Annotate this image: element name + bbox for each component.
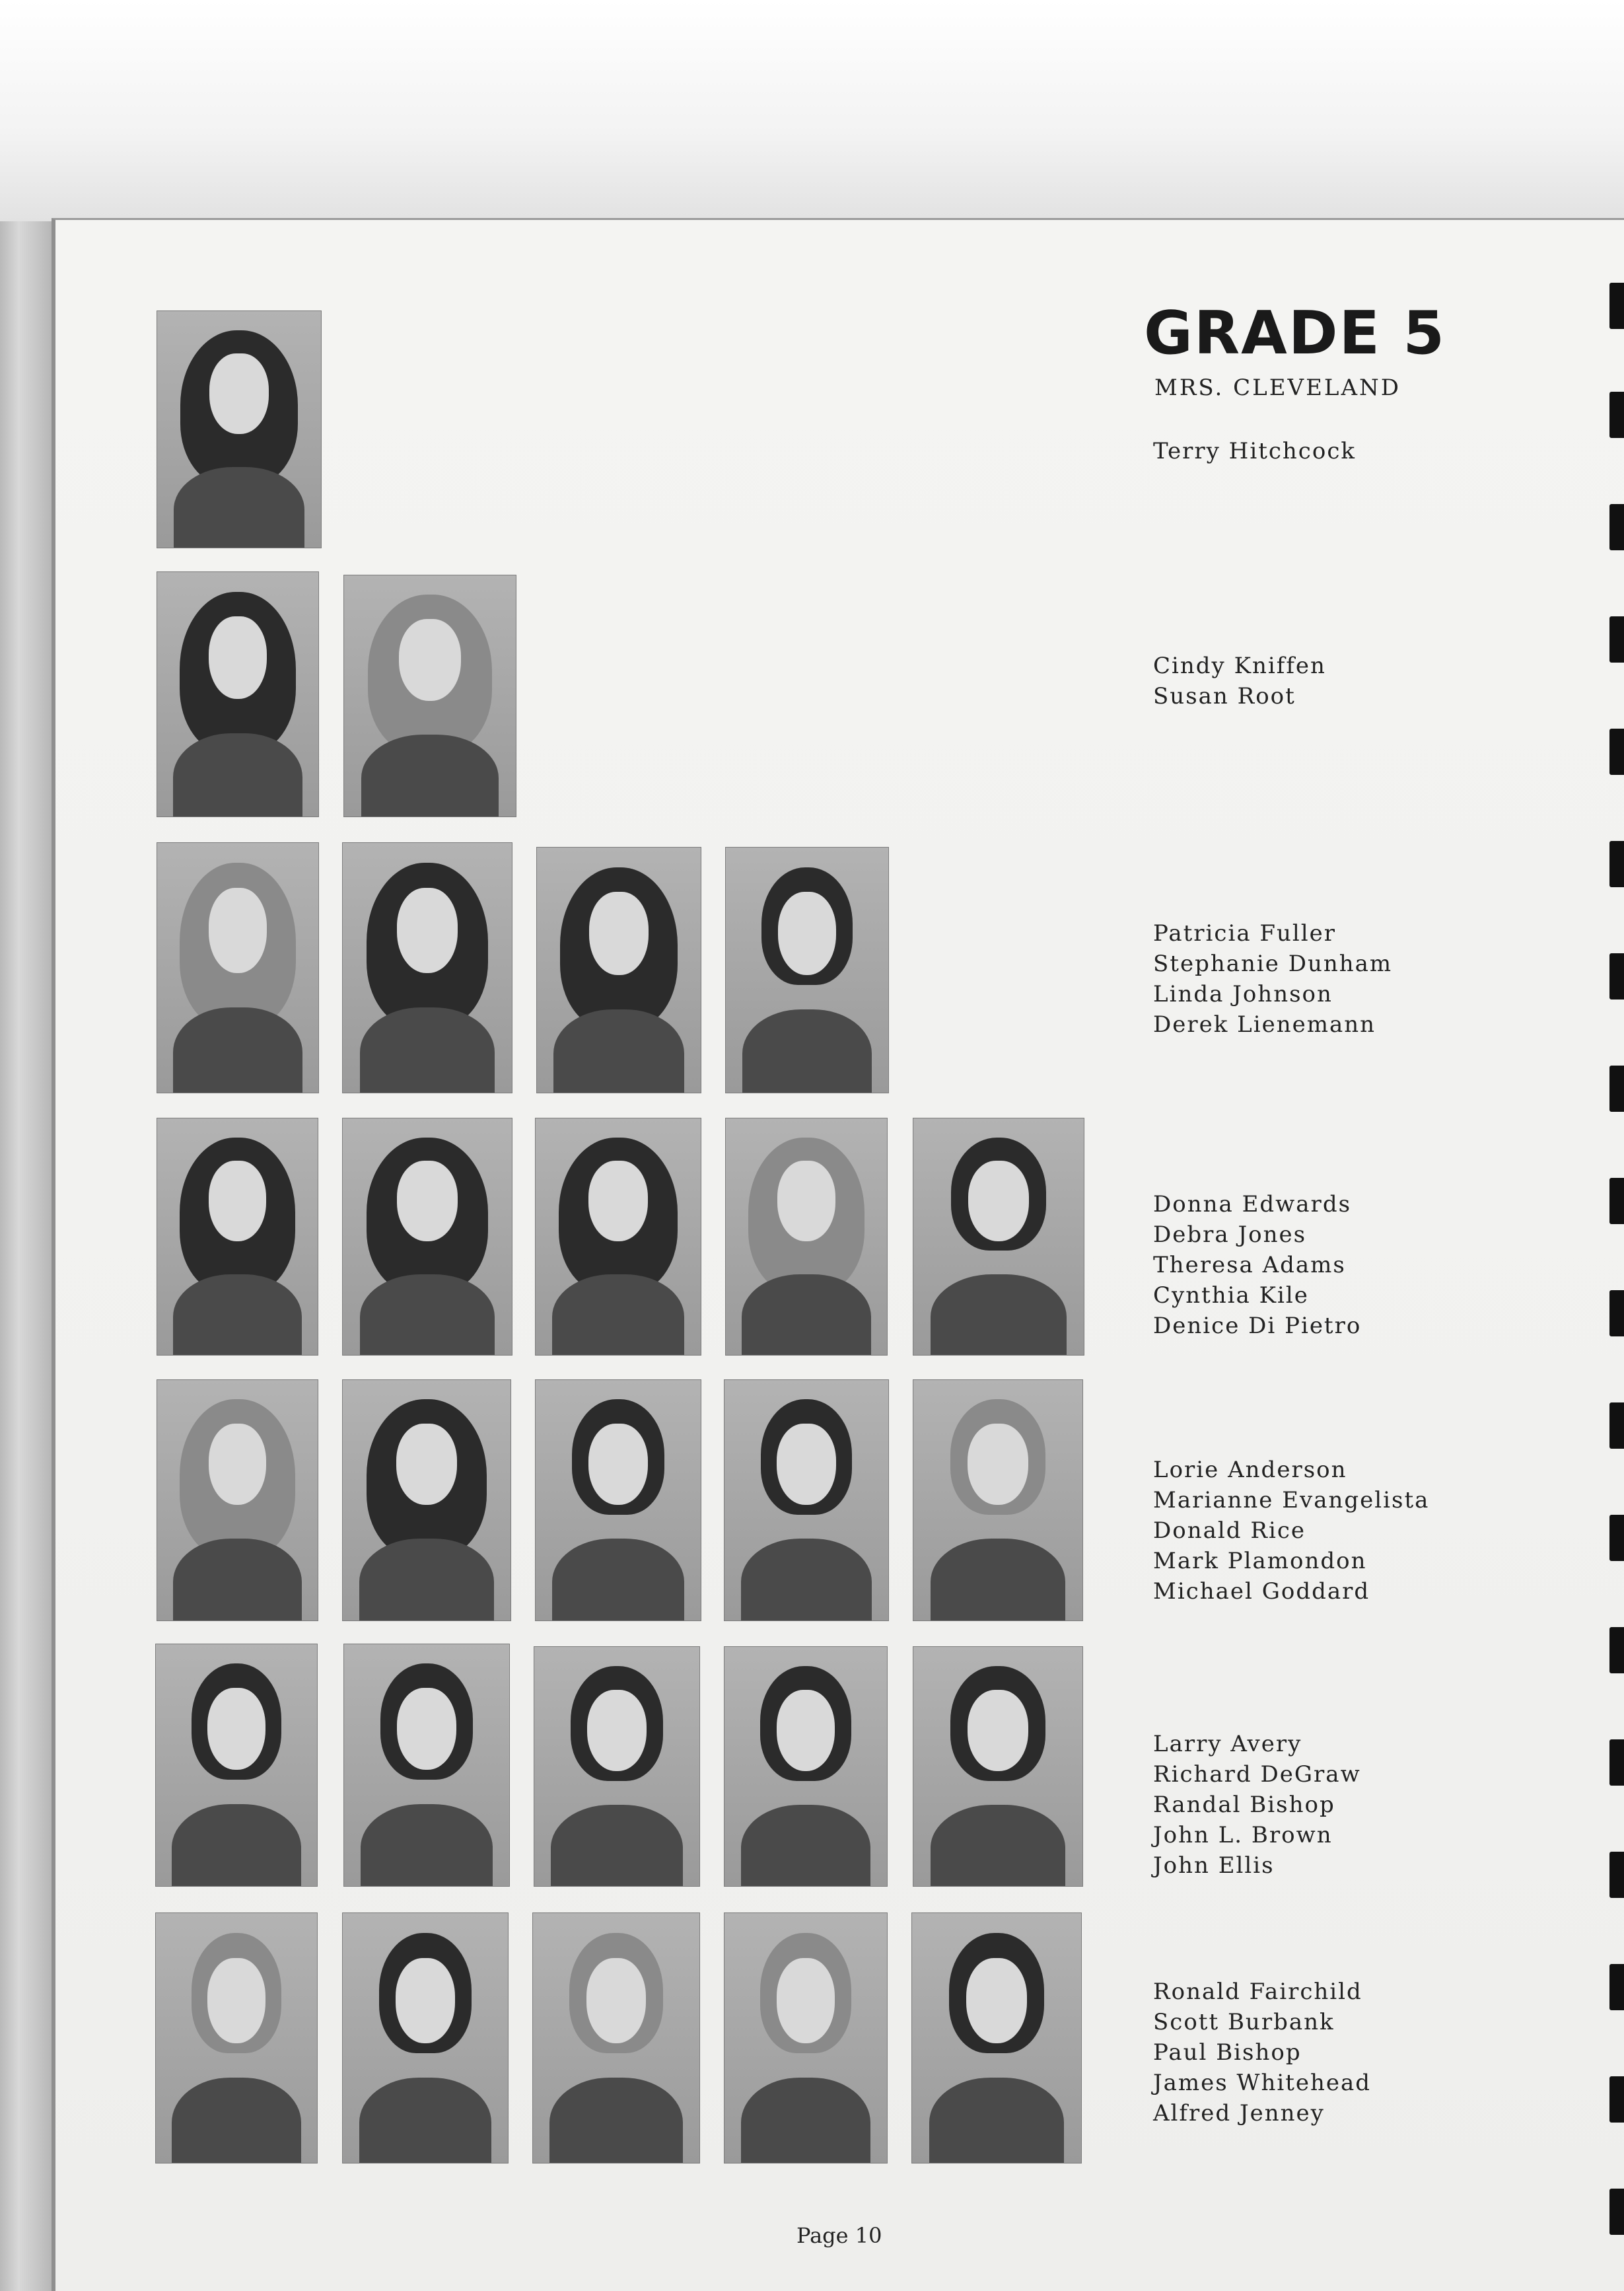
student-photo <box>157 571 319 817</box>
student-name: Terry Hitchcock <box>1153 438 1356 464</box>
student-photo <box>724 1646 888 1887</box>
student-photo <box>157 1118 318 1356</box>
teacher-name: MRS. CLEVELAND <box>1154 375 1401 401</box>
spiral-binding-ring <box>1609 616 1624 663</box>
student-name: Susan Root <box>1153 683 1296 709</box>
student-photo <box>157 842 319 1093</box>
spiral-binding-ring <box>1609 1178 1624 1224</box>
spiral-binding-ring <box>1609 1964 1624 2010</box>
spiral-binding-ring <box>1609 1739 1624 1786</box>
student-name: Donald Rice <box>1153 1517 1306 1544</box>
student-name: Richard DeGraw <box>1153 1761 1361 1788</box>
spiral-binding-ring <box>1609 1402 1624 1449</box>
spiral-binding-ring <box>1609 1290 1624 1336</box>
student-name: Cindy Kniffen <box>1153 653 1326 679</box>
student-name: Denice Di Pietro <box>1153 1313 1362 1339</box>
student-name: Derek Lienemann <box>1153 1011 1376 1038</box>
student-photo <box>724 1379 889 1621</box>
student-name: Linda Johnson <box>1153 981 1333 1007</box>
student-photo <box>342 1118 512 1356</box>
student-name: Donna Edwards <box>1153 1191 1352 1218</box>
spiral-binding-ring <box>1609 504 1624 550</box>
student-name: Scott Burbank <box>1153 2009 1335 2035</box>
student-photo <box>342 1912 509 2164</box>
student-photo <box>157 1379 318 1621</box>
student-name: James Whitehead <box>1153 2070 1372 2096</box>
student-photo <box>536 847 701 1093</box>
student-photo <box>911 1912 1082 2164</box>
spiral-binding-ring <box>1609 2189 1624 2235</box>
student-names-row-6 <box>1153 1729 1361 1881</box>
spiral-binding-ring <box>1609 729 1624 775</box>
spiral-binding-ring <box>1609 1515 1624 1561</box>
student-photo <box>155 1912 318 2164</box>
student-photo <box>532 1912 700 2164</box>
student-name: John L. Brown <box>1153 1822 1333 1848</box>
student-name: Patricia Fuller <box>1153 920 1337 947</box>
student-names-row-1 <box>1153 436 1356 466</box>
student-names-row-2 <box>1153 651 1326 711</box>
student-photo <box>725 847 889 1093</box>
student-name: Lorie Anderson <box>1153 1457 1347 1483</box>
student-photo <box>343 575 516 817</box>
page-number: Page 10 <box>796 2223 882 2248</box>
student-name: Michael Goddard <box>1153 1578 1370 1605</box>
student-photo <box>343 1644 510 1887</box>
student-name: Ronald Fairchild <box>1153 1979 1362 2005</box>
student-photo <box>342 1379 511 1621</box>
student-photo <box>342 842 512 1093</box>
page-title: GRADE 5 <box>1144 299 1446 368</box>
spiral-binding-ring <box>1609 841 1624 887</box>
spiral-binding-ring <box>1609 1627 1624 1673</box>
student-name: Paul Bishop <box>1153 2039 1302 2066</box>
spiral-binding-ring <box>1609 1852 1624 1898</box>
student-name: Marianne Evangelista <box>1153 1487 1430 1513</box>
student-photo <box>913 1379 1083 1621</box>
student-photo <box>157 310 322 548</box>
student-photo <box>535 1118 701 1356</box>
student-names-row-3 <box>1153 918 1392 1040</box>
spiral-binding-ring <box>1609 392 1624 438</box>
student-name: Stephanie Dunham <box>1153 951 1393 977</box>
student-name: Theresa Adams <box>1153 1252 1346 1278</box>
student-names-row-5 <box>1153 1455 1429 1607</box>
student-name: Randal Bishop <box>1153 1792 1335 1818</box>
student-names-row-7 <box>1153 1977 1371 2128</box>
student-photo <box>913 1646 1083 1887</box>
student-name: Debra Jones <box>1153 1221 1307 1248</box>
student-photo <box>155 1644 318 1887</box>
student-name: John Ellis <box>1153 1852 1275 1879</box>
student-name: Cynthia Kile <box>1153 1282 1309 1309</box>
student-photo <box>724 1912 888 2164</box>
spiral-binding-ring <box>1609 2076 1624 2123</box>
student-name: Alfred Jenney <box>1153 2100 1325 2127</box>
student-name: Larry Avery <box>1153 1731 1302 1757</box>
spiral-binding-ring <box>1609 283 1624 329</box>
student-name: Mark Plamondon <box>1153 1548 1367 1574</box>
spiral-binding-ring <box>1609 953 1624 1000</box>
student-photo <box>913 1118 1084 1356</box>
student-photo <box>534 1646 700 1887</box>
student-photo <box>535 1379 701 1621</box>
scan-background <box>0 0 1624 221</box>
student-photo <box>725 1118 888 1356</box>
student-names-row-4 <box>1153 1189 1361 1341</box>
spiral-binding-ring <box>1609 1066 1624 1112</box>
